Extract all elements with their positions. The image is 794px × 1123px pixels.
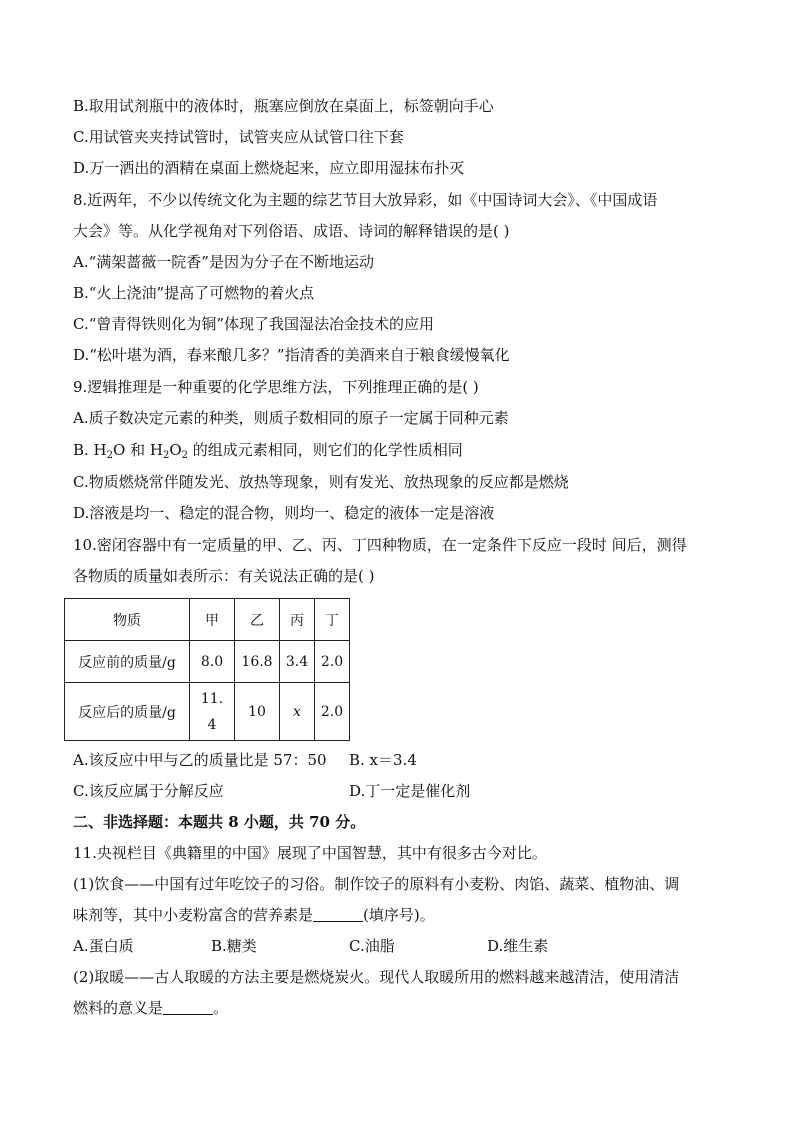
q11-option-a: A.蛋白质 bbox=[73, 937, 134, 955]
q7-option-d: D.万一洒出的酒精在桌面上燃烧起来，应立即用湿抹布扑灭 bbox=[73, 159, 465, 177]
table-cell: 反应后的质量/g bbox=[65, 683, 190, 741]
answer-blank bbox=[163, 1000, 213, 1015]
table-cell: 3.4 bbox=[280, 641, 315, 683]
table-cell: 物质 bbox=[65, 599, 190, 641]
q11-option-b: B.糖类 bbox=[211, 937, 257, 955]
table-cell: x bbox=[280, 683, 315, 741]
q8-option-d: D.“松叶堪为酒，春来酿几多？”指清香的美酒来自于粮食缓慢氧化 bbox=[73, 346, 510, 364]
q11-option-d: D.维生素 bbox=[487, 937, 549, 955]
q8-option-b: B.“火上浇油”提高了可燃物的着火点 bbox=[73, 284, 315, 302]
q8-option-a: A.“满架蔷薇一院香”是因为分子在不断地运动 bbox=[73, 253, 374, 271]
table-cell: 2.0 bbox=[315, 641, 350, 683]
q10-option-c: C.该反应属于分解反应 bbox=[73, 782, 224, 800]
q11-part1-line2: 味剂等，其中小麦粉富含的营养素是 (填序号)。 bbox=[73, 906, 435, 924]
q9-option-d: D.溶液是均一、稳定的混合物，则均一、稳定的液体一定是溶液 bbox=[73, 504, 495, 522]
table-cell: 8.0 bbox=[190, 641, 235, 683]
q9-option-a: A.质子数决定元素的种类，则质子数相同的原子一定属于同种元素 bbox=[73, 409, 509, 427]
q11-part2-line1: (2)取暖——古人取暖的方法主要是燃烧炭火。现代人取暖所用的燃料越来越清洁，使用清洁 bbox=[73, 968, 680, 986]
table-cell: 甲 bbox=[190, 599, 235, 641]
q7-option-b: B.取用试剂瓶中的液体时，瓶塞应倒放在桌面上，标签朝向手心 bbox=[73, 97, 494, 115]
table-cell: 2.0 bbox=[315, 683, 350, 741]
table-row bbox=[65, 683, 350, 741]
q10-stem-line1: 10.密闭容器中有一定质量的甲、乙、丙、丁四种物质，在一定条件下反应一段时 间后，测得 bbox=[73, 536, 687, 554]
q10-options-row2 bbox=[73, 781, 733, 801]
q8-option-c: C.“曾青得铁则化为铜”体现了我国湿法冶金技术的应用 bbox=[73, 315, 435, 333]
table-header-row bbox=[65, 599, 350, 641]
table-cell: 16.8 bbox=[235, 641, 280, 683]
table-row bbox=[65, 641, 350, 683]
section-heading: 二、非选择题：本题共 8 小题，共 70 分。 bbox=[73, 813, 366, 831]
q11-option-c: C.油脂 bbox=[349, 937, 395, 955]
table-cell: 10 bbox=[235, 683, 280, 741]
q10-options-row1 bbox=[73, 750, 733, 770]
q8-stem-line1: 8.近两年，不少以传统文化为主题的综艺节目大放异彩，如《中国诗词大会》、《中国成语 bbox=[73, 191, 658, 209]
q10-stem-line2: 各物质的质量如表所示：有关说法正确的是( ) bbox=[73, 567, 375, 585]
q10-option-b: B. x＝3.4 bbox=[349, 751, 417, 769]
table-cell: 反应前的质量/g bbox=[65, 641, 190, 683]
q11-stem: 11.央视栏目《典籍里的中国》展现了中国智慧，其中有很多古今对比。 bbox=[73, 844, 547, 862]
answer-blank bbox=[313, 907, 363, 922]
table-cell: 丁 bbox=[315, 599, 350, 641]
q8-stem-line2: 大会》等。从化学视角对下列俗语、成语、诗词的解释错误的是( ) bbox=[73, 222, 510, 240]
q7-option-c: C.用试管夹夹持试管时，试管夹应从试管口往下套 bbox=[73, 128, 404, 146]
q11-part2-line2: 燃料的意义是 。 bbox=[73, 999, 229, 1017]
q10-option-d: D.丁一定是催化剂 bbox=[349, 782, 471, 800]
mass-table bbox=[64, 598, 350, 741]
table-cell: 11. 4 bbox=[190, 683, 235, 741]
q9-option-b: B. $H_2O$ 和 $H_2O_2$ 的组成元素相同，则它们的化学性质相同 bbox=[73, 441, 463, 461]
q9-option-c: C.物质燃烧常伴随发光、放热等现象，则有发光、放热现象的反应都是燃烧 bbox=[73, 473, 569, 491]
table-cell: 乙 bbox=[235, 599, 280, 641]
q11-options-row bbox=[73, 936, 733, 956]
q11-part1-line1: (1)饮食——中国有过年吃饺子的习俗。制作饺子的原料有小麦粉、肉馅、蔬菜、植物油、调 bbox=[73, 875, 680, 893]
q9-stem: 9.逻辑推理是一种重要的化学思维方法，下列推理正确的是( ) bbox=[73, 378, 479, 396]
table-cell: 丙 bbox=[280, 599, 315, 641]
q10-option-a: A.该反应中甲与乙的质量比是 57：50 bbox=[73, 751, 327, 769]
